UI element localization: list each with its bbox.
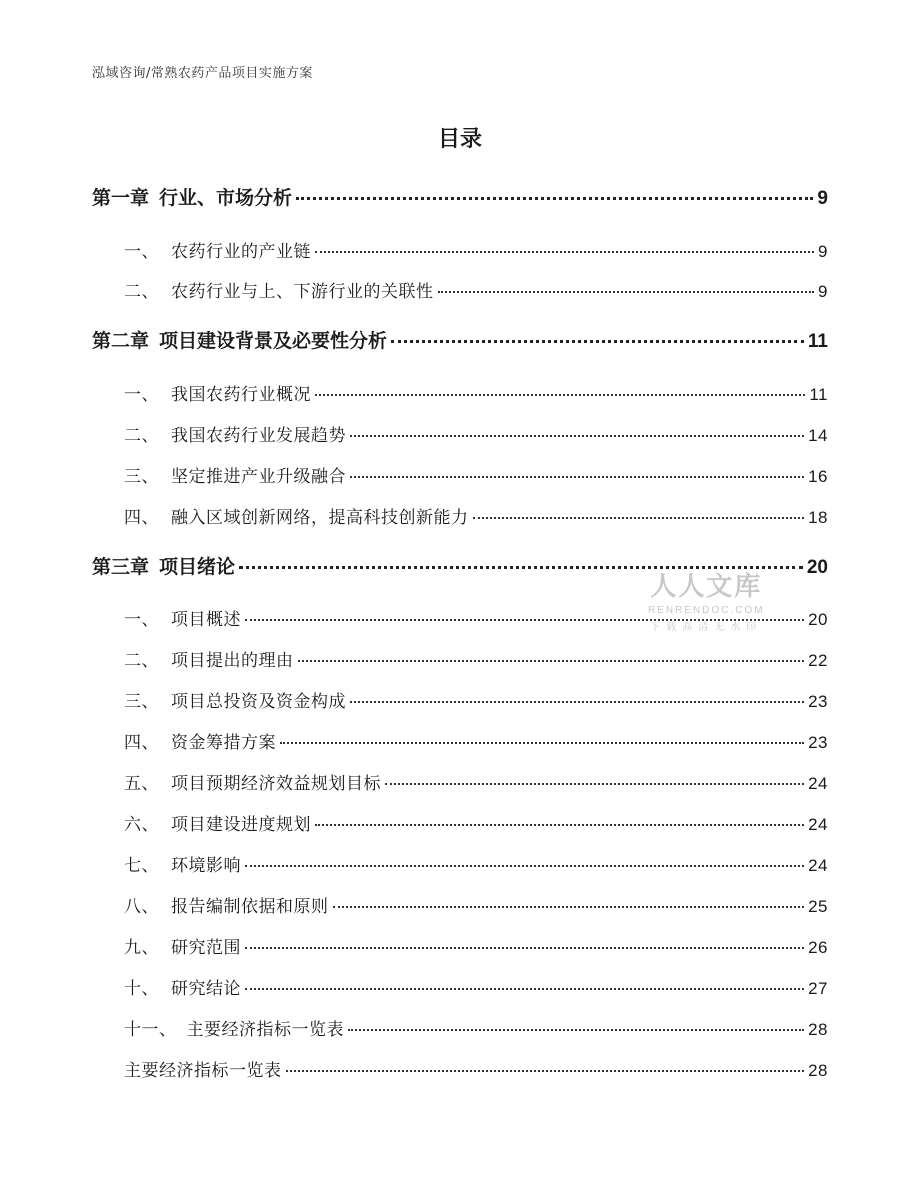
toc-entry-number: 四、 <box>124 508 159 528</box>
toc-dot-leader <box>315 394 805 396</box>
toc-page-number: 28 <box>808 1061 828 1080</box>
toc-section-entry[interactable] <box>124 1015 828 1040</box>
toc-page-number: 23 <box>808 692 828 711</box>
toc-entry-number: 十一、 <box>124 1020 177 1040</box>
toc-page-number: 20 <box>806 557 828 578</box>
toc-entry-title: 报告编制依据和原则 <box>171 897 329 917</box>
toc-entry-title: 坚定推进产业升级融合 <box>171 467 346 487</box>
toc-section-entry[interactable] <box>124 380 828 405</box>
toc-entry-number: 十、 <box>124 979 159 999</box>
watermark-logo-text: 人人文库 <box>650 572 763 602</box>
toc-entry-number: 二、 <box>124 282 159 302</box>
toc-page-number: 22 <box>808 651 828 670</box>
toc-entry-title: 我国农药行业发展趋势 <box>171 426 346 446</box>
toc-dot-leader <box>391 340 804 343</box>
toc-dot-leader <box>315 824 804 826</box>
toc-entry-title: 融入区域创新网络，提高科技创新能力 <box>171 508 469 528</box>
toc-chapter-entry[interactable] <box>92 183 828 210</box>
toc-page-number: 9 <box>818 282 828 301</box>
toc-entry-number: 一、 <box>124 610 159 630</box>
toc-entry-number: 六、 <box>124 815 159 835</box>
document-header: 泓域咨询/常熟农药产品项目实施方案 <box>92 66 313 81</box>
toc-entry-title: 项目建设进度规划 <box>171 815 311 835</box>
toc-entry-title: 环境影响 <box>171 856 241 876</box>
toc-dot-leader <box>245 865 804 867</box>
toc-entry-title: 项目绪论 <box>159 556 236 578</box>
toc-section-entry[interactable] <box>124 974 828 999</box>
toc-dot-leader <box>245 988 804 990</box>
toc-section-entry[interactable] <box>124 851 828 876</box>
toc-entry-title: 研究结论 <box>171 979 241 999</box>
toc-page-number: 16 <box>808 467 828 486</box>
toc-page-number: 9 <box>818 242 828 261</box>
toc-section-entry[interactable] <box>124 769 828 794</box>
toc-page-number: 11 <box>807 331 828 352</box>
toc-dot-leader <box>438 291 815 293</box>
toc-entry-title: 项目总投资及资金构成 <box>171 692 346 712</box>
toc-entry-number: 一、 <box>124 385 159 405</box>
toc-section-entry[interactable] <box>124 810 828 835</box>
toc-section-entry[interactable] <box>124 237 828 262</box>
toc-section-entry[interactable] <box>124 1056 828 1081</box>
toc-title: 目录 <box>437 127 482 152</box>
toc-entry-title: 项目概述 <box>171 610 241 630</box>
toc-entry-title: 资金筹措方案 <box>171 733 276 753</box>
watermark-tagline: 下载高清无水印 <box>650 622 763 633</box>
toc-section-entry[interactable] <box>124 462 828 487</box>
toc-page-number: 25 <box>808 897 828 916</box>
toc-dot-leader <box>333 906 805 908</box>
toc-dot-leader <box>350 435 804 437</box>
toc-page-number: 18 <box>808 508 828 527</box>
toc-dot-leader <box>286 1070 805 1072</box>
toc-entry-title: 研究范围 <box>171 938 241 958</box>
toc-entry-number: 第一章 <box>92 187 150 209</box>
toc-entry-number: 二、 <box>124 651 159 671</box>
toc-dot-leader <box>298 660 805 662</box>
toc-entry-number: 一、 <box>124 242 159 262</box>
toc-dot-leader <box>315 251 814 253</box>
toc-page-number: 27 <box>808 979 828 998</box>
toc-page-number: 20 <box>808 610 828 629</box>
toc-entry-number: 三、 <box>124 692 159 712</box>
toc-entry-number: 三、 <box>124 467 159 487</box>
toc-entry-number: 八、 <box>124 897 159 917</box>
toc-entry-number: 七、 <box>124 856 159 876</box>
toc-section-entry[interactable] <box>124 646 828 671</box>
toc-section-entry[interactable] <box>124 892 828 917</box>
watermark-domain: RENRENDOC.COM <box>648 605 765 616</box>
toc-chapter-entry[interactable] <box>92 326 828 353</box>
toc-entry-title: 主要经济指标一览表 <box>124 1061 282 1081</box>
toc-entry-title: 我国农药行业概况 <box>171 385 311 405</box>
toc-dot-leader <box>296 197 813 200</box>
toc-dot-leader <box>348 1029 804 1031</box>
toc-entry-title: 农药行业与上、下游行业的关联性 <box>171 282 434 302</box>
watermark <box>648 566 765 633</box>
toc-entry-number: 五、 <box>124 774 159 794</box>
toc-page-number: 11 <box>809 385 828 404</box>
toc-section-entry[interactable] <box>124 503 828 528</box>
toc-page-number: 24 <box>808 815 828 834</box>
toc-page-number: 24 <box>808 856 828 875</box>
toc-dot-leader <box>350 701 804 703</box>
toc-entry-number: 二、 <box>124 426 159 446</box>
toc-page-number: 26 <box>808 938 828 957</box>
toc-section-entry[interactable] <box>124 687 828 712</box>
toc-entry-title: 行业、市场分析 <box>159 187 293 209</box>
toc-page-number: 28 <box>808 1020 828 1039</box>
toc-section-entry[interactable] <box>124 277 828 302</box>
toc-entry-number: 九、 <box>124 938 159 958</box>
toc-entry-title: 项目提出的理由 <box>171 651 294 671</box>
toc-dot-leader <box>473 517 805 519</box>
toc-section-entry[interactable] <box>124 933 828 958</box>
toc-page-number: 9 <box>817 188 828 209</box>
toc-entry-title: 项目建设背景及必要性分析 <box>159 330 388 352</box>
toc-entry-title: 农药行业的产业链 <box>171 242 311 262</box>
toc-page-number: 14 <box>808 426 828 445</box>
toc-entry-number: 第二章 <box>92 330 150 352</box>
toc-dot-leader <box>245 947 804 949</box>
toc-entry-number: 第三章 <box>92 556 150 578</box>
toc-section-entry[interactable] <box>124 728 828 753</box>
toc-entry-title: 主要经济指标一览表 <box>186 1020 344 1040</box>
toc-dot-leader <box>280 742 804 744</box>
toc-dot-leader <box>350 476 804 478</box>
toc-entry-number: 四、 <box>124 733 159 753</box>
toc-page-number: 23 <box>808 733 828 752</box>
toc-section-entry[interactable] <box>124 421 828 446</box>
toc-page-number: 24 <box>808 774 828 793</box>
toc-entry-title: 项目预期经济效益规划目标 <box>171 774 381 794</box>
toc-dot-leader <box>385 783 804 785</box>
